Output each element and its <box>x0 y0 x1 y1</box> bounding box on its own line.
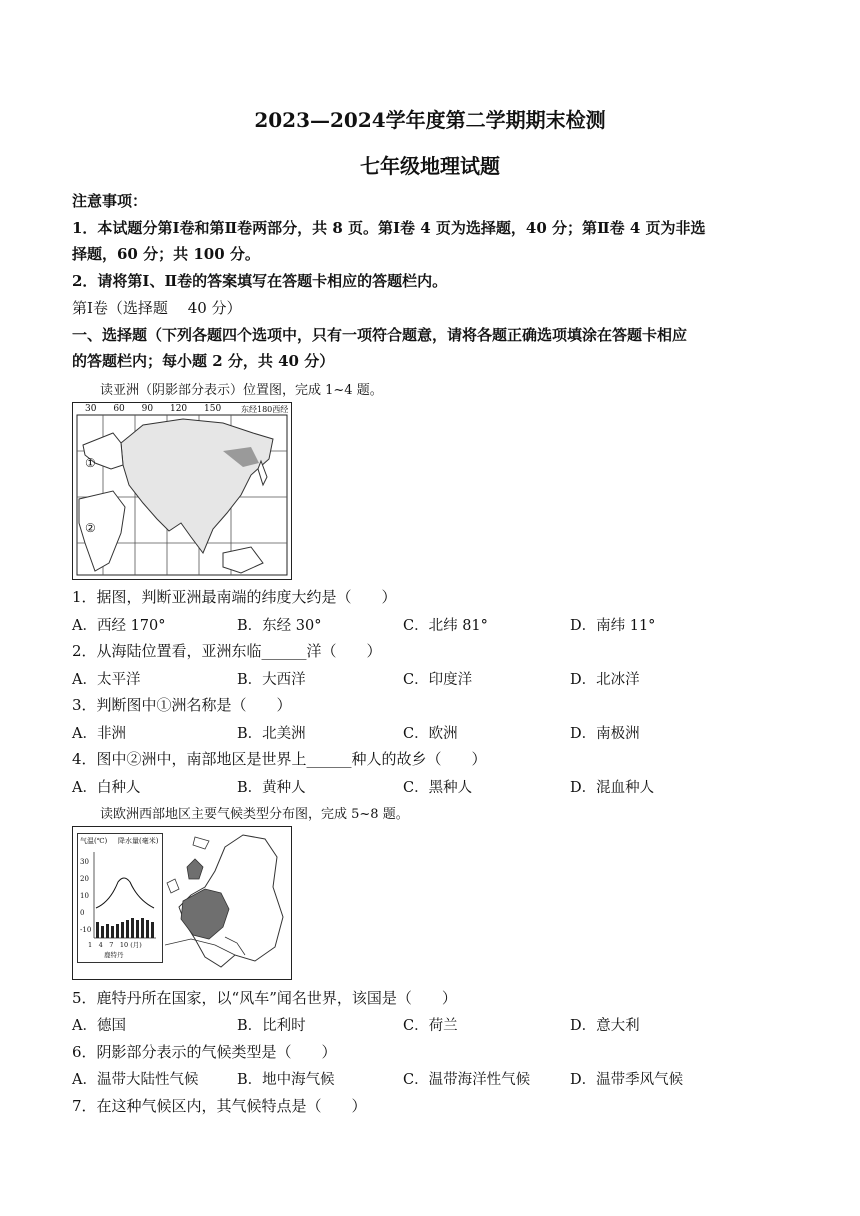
q2-option-c[interactable]: C．印度洋 <box>403 672 473 688</box>
q6-option-b[interactable]: B．地中海气候 <box>237 1072 335 1088</box>
lon-label-150: 150 <box>204 404 222 414</box>
europe-map-graphic <box>165 827 289 977</box>
y-tick-neg10: -10 <box>80 926 92 934</box>
asia-location-map <box>72 402 292 580</box>
lon-label-30: 30 <box>85 404 97 414</box>
group1-intro: 读亚洲（阴影部分表示）位置图，完成 1~4 题。 <box>100 383 383 398</box>
q1-option-c[interactable]: C．北纬 81° <box>403 618 488 634</box>
y-tick-10: 10 <box>80 892 89 900</box>
q2-option-d[interactable]: D．北冰洋 <box>570 672 640 688</box>
rotterdam-climate-chart <box>77 833 163 963</box>
x-axis-ticks: 1 4 7 10 (月) <box>88 941 142 949</box>
city-label: 鹿特丹 <box>104 951 124 959</box>
lon-label-90: 90 <box>141 404 154 414</box>
precip-axis-label: 降水量(毫米) <box>118 837 159 845</box>
q4-option-c[interactable]: C．黑种人 <box>403 780 473 796</box>
climate-chart-graphic <box>92 852 158 940</box>
notes-heading: 注意事项： <box>72 192 148 210</box>
group2-intro: 读欧洲西部地区主要气候类型分布图，完成 5~8 题。 <box>100 807 409 822</box>
europe-climate-map <box>72 826 292 980</box>
q5-stem: 5．鹿特丹所在国家，以“风车”闻名世界，该国是（ ） <box>72 989 457 1007</box>
map-marker-2: ② <box>85 521 96 535</box>
part1-instructions-line1: 一、选择题（下列各题四个选项中，只有一项符合题意，请将各题正确选项填涂在答题卡相应 <box>72 326 688 344</box>
q3-option-b[interactable]: B．北美洲 <box>237 726 306 742</box>
q6-option-a[interactable]: A．温带大陆性气候 <box>72 1072 199 1088</box>
q4-stem: 4．图中②洲中，南部地区是世界上______种人的故乡（ ） <box>72 750 487 768</box>
q3-option-a[interactable]: A．非洲 <box>72 726 126 742</box>
q6-option-c[interactable]: C．温带海洋性气候 <box>403 1072 531 1088</box>
q4-option-b[interactable]: B．黄种人 <box>237 780 306 796</box>
exam-subtitle: 七年级地理试题 <box>360 154 500 178</box>
notes-item2: 2．请将第Ⅰ、Ⅱ卷的答案填写在答题卡相应的答题栏内。 <box>72 272 448 290</box>
lon-label-60: 60 <box>113 404 125 414</box>
q3-option-d[interactable]: D．南极洲 <box>570 726 640 742</box>
lon-label-end: 东经180西经 <box>241 405 289 414</box>
q7-stem: 7．在这种气候区内，其气候特点是（ ） <box>72 1097 367 1115</box>
q2-option-a[interactable]: A．太平洋 <box>72 672 141 688</box>
y-tick-20: 20 <box>80 875 89 883</box>
q4-option-d[interactable]: D．混血种人 <box>570 780 655 796</box>
q6-stem: 6．阴影部分表示的气候类型是（ ） <box>72 1043 337 1061</box>
q5-option-b[interactable]: B．比利时 <box>237 1018 306 1034</box>
q1-option-a[interactable]: A．西经 170° <box>72 618 166 634</box>
q4-option-a[interactable]: A．白种人 <box>72 780 141 796</box>
q6-option-d[interactable]: D．温带季风气候 <box>570 1072 684 1088</box>
asia-map-graphic <box>73 403 291 579</box>
y-tick-30: 30 <box>80 858 89 866</box>
q5-option-a[interactable]: A．德国 <box>72 1018 126 1034</box>
exam-title: 2023—2024学年度第二学期期末检测 <box>254 108 606 132</box>
lon-label-120: 120 <box>169 404 188 414</box>
q3-stem: 3．判断图中①洲名称是（ ） <box>72 696 292 714</box>
part1-instructions-line2: 的答题栏内；每小题 2 分，共 40 分） <box>72 352 335 370</box>
q5-option-c[interactable]: C．荷兰 <box>403 1018 458 1034</box>
part1-heading: 第Ⅰ卷（选择题 40 分） <box>72 299 242 317</box>
q3-option-c[interactable]: C．欧洲 <box>403 726 458 742</box>
y-tick-0: 0 <box>80 909 85 917</box>
map-marker-1: ① <box>85 456 96 470</box>
q2-option-b[interactable]: B．大西洋 <box>237 672 306 688</box>
notes-item1-line2: 择题，60 分；共 100 分。 <box>72 245 260 263</box>
q1-stem: 1．据图，判断亚洲最南端的纬度大约是（ ） <box>72 588 397 606</box>
q5-option-d[interactable]: D．意大利 <box>570 1018 640 1034</box>
q1-option-d[interactable]: D．南纬 11° <box>570 618 656 634</box>
q2-stem: 2．从海陆位置看，亚洲东临______洋（ ） <box>72 642 382 660</box>
temp-axis-label: 气温(℃) <box>80 837 108 845</box>
q1-option-b[interactable]: B．东经 30° <box>237 618 322 634</box>
notes-item1-line1: 1．本试题分第Ⅰ卷和第Ⅱ卷两部分，共 8 页。第Ⅰ卷 4 页为选择题，40 分；第Ⅱ卷 4 页为非选 <box>72 219 706 237</box>
